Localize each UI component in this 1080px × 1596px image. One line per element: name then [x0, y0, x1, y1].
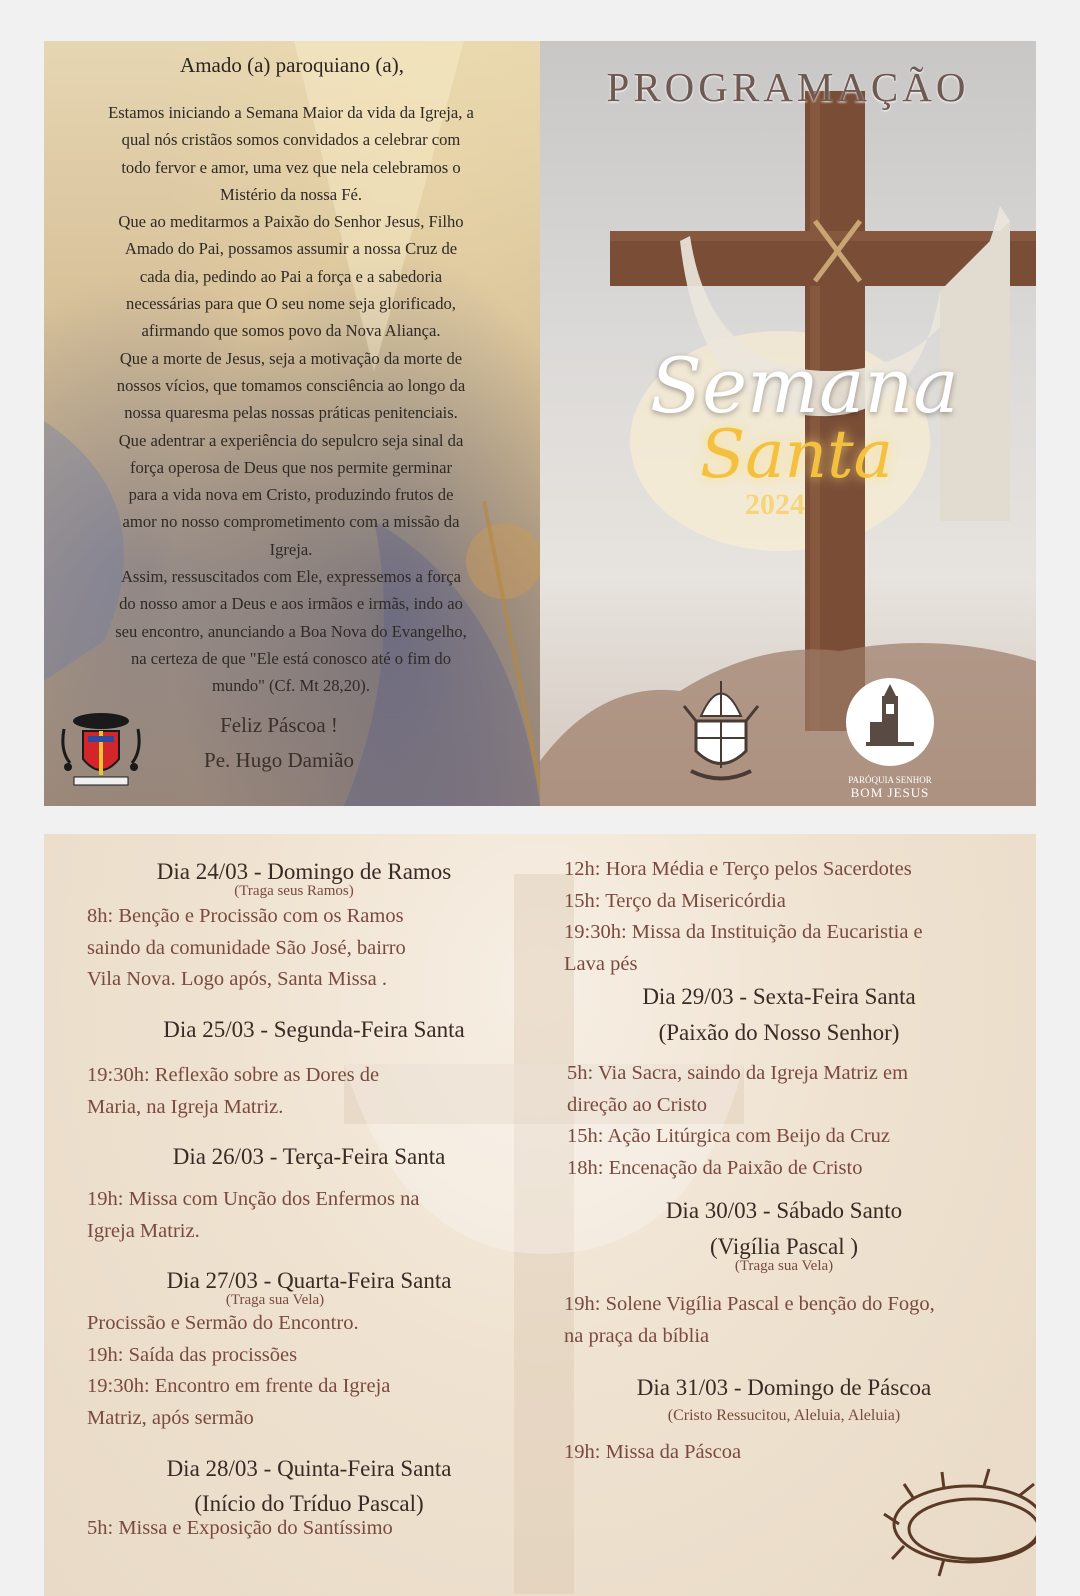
day-28-schedule-part1: 5h: Missa e Exposição do Santíssimo — [87, 1517, 393, 1539]
letter-panel — [44, 41, 540, 806]
cover-panel — [540, 41, 1036, 806]
day-30-note: (Traga sua Vela) — [734, 1258, 834, 1274]
title-santa: Santa — [700, 416, 893, 493]
letter-paragraph-5: Assim, ressuscitados com Ele, expressemos a força do nosso amor a Deus e aos irmãos e irmãs, indo ao seu encontro, anunciando a Boa Nova do Evangelho, na certeza de que "Ele está conosco até o fim do mundo" (Cf. Mt 28,20). — [115, 567, 467, 696]
day-29-subheading: (Paixão do Nosso Senhor) — [658, 1020, 900, 1045]
day-29-schedule: 5h: Via Sacra, saindo da Igreja Matriz em direção ao Cristo 15h: Ação Litúrgica com Beijo da Cruz 18h: Encenação da Paixão de Cristo — [567, 1062, 909, 1179]
parish-name-line1: PARÓQUIA SENHOR — [848, 775, 932, 785]
letter-paragraph-2: Que ao meditarmos a Paixão do Senhor Jesus, Filho Amado do Pai, possamos assumir a nossa Cruz de cada dia, pedindo ao Pai a força e a sabedoria necessárias para que O seu nome seja glorificado, afirmando que somos povo da Nova Aliança. — [118, 212, 464, 341]
letter-paragraph-3: Que a morte de Jesus, seja a motivação da morte de nossos vícios, que tomamos consciência ao longo da nossa quaresma pelas nossas práticas penitenciais. — [116, 348, 466, 423]
day-25-schedule: 19:30h: Reflexão sobre as Dores de Maria, na Igreja Matriz. — [87, 1064, 380, 1118]
day-28-heading: Dia 28/03 - Quinta-Feira Santa — [166, 1456, 452, 1481]
letter-greeting: Amado (a) paroquiano (a), — [180, 53, 404, 77]
letter-paragraph-1: Estamos iniciando a Semana Maior da vida da Igreja, a qual nós cristãos somos convidados a celebrar com todo fervor e amor, uma vez que nela celebramos o Mistério da nossa Fé. — [108, 103, 474, 204]
title-year: 2024 — [745, 488, 805, 521]
day-25-heading: Dia 25/03 - Segunda-Feira Santa — [163, 1017, 465, 1042]
church-tower-icon — [844, 676, 936, 768]
letter-body — [58, 99, 524, 700]
day-28-subheading: (Início do Tríduo Pascal) — [194, 1491, 424, 1516]
day-24-heading: Dia 24/03 - Domingo de Ramos — [156, 859, 452, 884]
letter-closing: Feliz Páscoa ! — [220, 713, 338, 737]
title-semana: Semana — [650, 341, 959, 430]
day-24-schedule: 8h: Benção e Procissão com os Ramos saindo da comunidade São José, bairro Vila Nova. Logo após, Santa Missa . — [87, 905, 406, 990]
bishop-coat-of-arms-icon — [58, 711, 144, 791]
day-24-note: (Traga seus Ramos) — [234, 883, 354, 899]
letter-paragraph-4: Que adentrar a experiência do sepulcro seja sinal da força operosa de Deus que nos permite germinar para a vida nova em Cristo, produzindo frutos de amor no nosso comprometimento com a missão da Igreja. — [118, 430, 464, 559]
day-31-note: (Cristo Ressucitou, Aleluia, Aleluia) — [667, 1407, 901, 1424]
day-31-heading: Dia 31/03 - Domingo de Páscoa — [636, 1375, 932, 1400]
day-29-heading: Dia 29/03 - Sexta-Feira Santa — [642, 984, 916, 1009]
day-27-heading: Dia 27/03 - Quarta-Feira Santa — [166, 1268, 452, 1293]
day-30-heading: Dia 30/03 - Sábado Santo — [665, 1198, 903, 1223]
program-panel — [44, 834, 1036, 1596]
day-28-schedule-part2: 12h: Hora Média e Terço pelos Sacerdotes 15h: Terço da Misericórdia 19:30h: Missa da Instituição da Eucaristia e Lava pés — [564, 858, 923, 975]
diocese-coat-of-arms-icon — [676, 676, 766, 786]
day-27-note: (Traga sua Vela) — [225, 1292, 325, 1308]
parish-logo — [840, 676, 940, 801]
parish-name-line2: BOM JESUS — [850, 785, 930, 800]
day-30-subheading: (Vigília Pascal ) — [709, 1234, 859, 1259]
day-27-schedule: Procissão e Sermão do Encontro. 19h: Saída das procissões 19:30h: Encontro em frente da Igreja Matriz, após sermão — [87, 1312, 391, 1429]
cover-title: PROGRAMAÇÃO — [606, 64, 970, 110]
day-30-schedule: 19h: Solene Vigília Pascal e benção do Fogo, na praça da bíblia — [564, 1293, 935, 1347]
crown-of-thorns-icon — [884, 1469, 1036, 1576]
day-26-schedule: 19h: Missa com Unção dos Enfermos na Igreja Matriz. — [87, 1188, 420, 1242]
letter-signature: Pe. Hugo Damião — [204, 748, 354, 772]
day-31-schedule: 19h: Missa da Páscoa — [564, 1441, 742, 1463]
day-26-heading: Dia 26/03 - Terça-Feira Santa — [172, 1144, 446, 1169]
